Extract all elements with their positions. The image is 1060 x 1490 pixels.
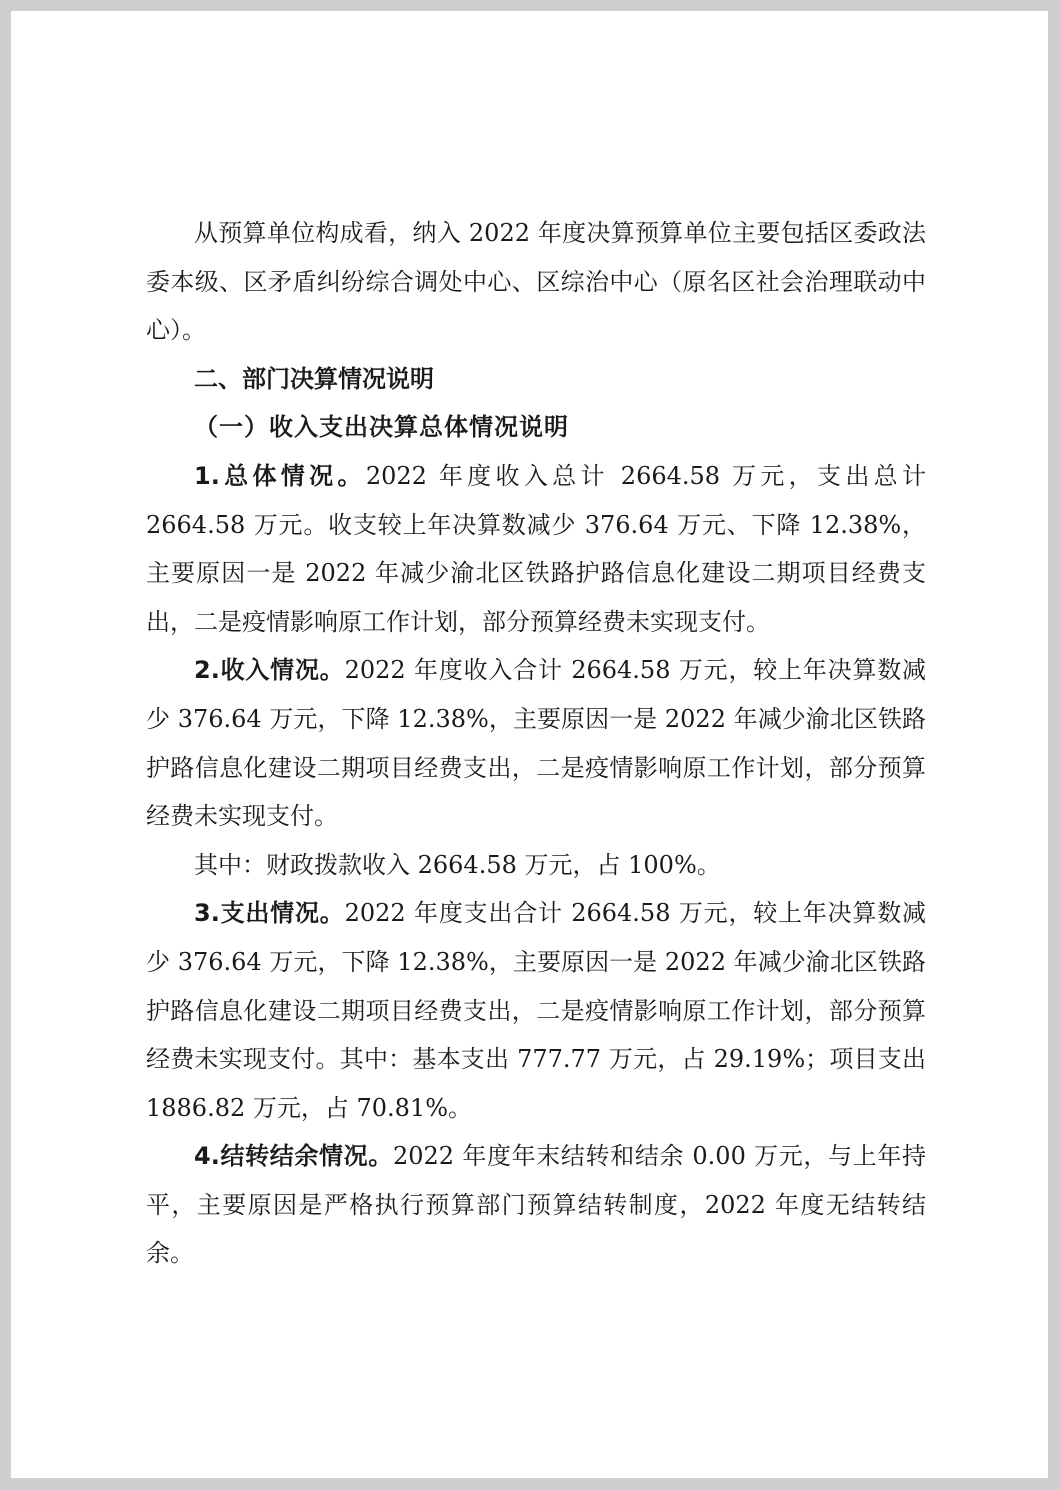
- paragraph-lead: 4.结转结余情况。: [194, 1142, 393, 1171]
- subheading-text: （一）收入支出决算总体情况说明: [194, 413, 569, 442]
- paragraph-text: 2022 年度收入总计 2664.58 万元，支出总计 2664.58 万元。收支较上年决算数减少 376.64 万元、下降 12.38%，主要原因一是 2022 年减少渝北区铁路护路信息化建设二期项目经费支出，二是疫情影响原工作计划，部分预算经费未实现支付。: [146, 461, 926, 636]
- document-page: [11, 11, 1048, 1478]
- paragraph-income-detail: [146, 841, 926, 890]
- paragraph-text: 2022 年度年末结转和结余 0.00 万元，与上年持平，主要原因是严格执行预算部门预算结转制度，2022 年度无结转结余。: [146, 1142, 926, 1268]
- paragraph-text: 从预算单位构成看，纳入 2022 年度决算预算单位主要包括区委政法委本级、区矛盾纠纷综合调处中心、区综治中心（原名区社会治理联动中心）。: [146, 219, 926, 345]
- paragraph-text: 2022 年度收入合计 2664.58 万元，较上年决算数减少 376.64 万元，下降 12.38%，主要原因一是 2022 年减少渝北区铁路护路信息化建设二期项目经费支出，二是疫情影响原工作计划，部分预算经费未实现支付。: [146, 656, 926, 831]
- heading-text: 二、部门决算情况说明: [194, 364, 434, 393]
- paragraph-overall: [146, 452, 926, 646]
- paragraph-expenditure: [146, 889, 926, 1132]
- paragraph-lead: 3.支出情况。: [194, 899, 345, 928]
- paragraph-text: 2022 年度支出合计 2664.58 万元，较上年决算数减少 376.64 万元，下降 12.38%，主要原因一是 2022 年减少渝北区铁路护路信息化建设二期项目经费支出，二是疫情影响原工作计划，部分预算经费未实现支付。其中：基本支出 777.77 万元，占 29.19%；项目支出 1886.82 万元，占 70.81%。: [146, 899, 926, 1122]
- section-heading: [146, 355, 926, 404]
- paragraph-carryover: [146, 1132, 926, 1278]
- paragraph-income: [146, 646, 926, 840]
- paragraph-budget-units: [146, 209, 926, 355]
- paragraph-lead: 1.总体情况。: [194, 461, 366, 490]
- document-body: [146, 209, 926, 1278]
- paragraph-text: 其中：财政拨款收入 2664.58 万元，占 100%。: [194, 850, 721, 879]
- subsection-heading: [146, 403, 926, 452]
- paragraph-lead: 2.收入情况。: [194, 656, 345, 685]
